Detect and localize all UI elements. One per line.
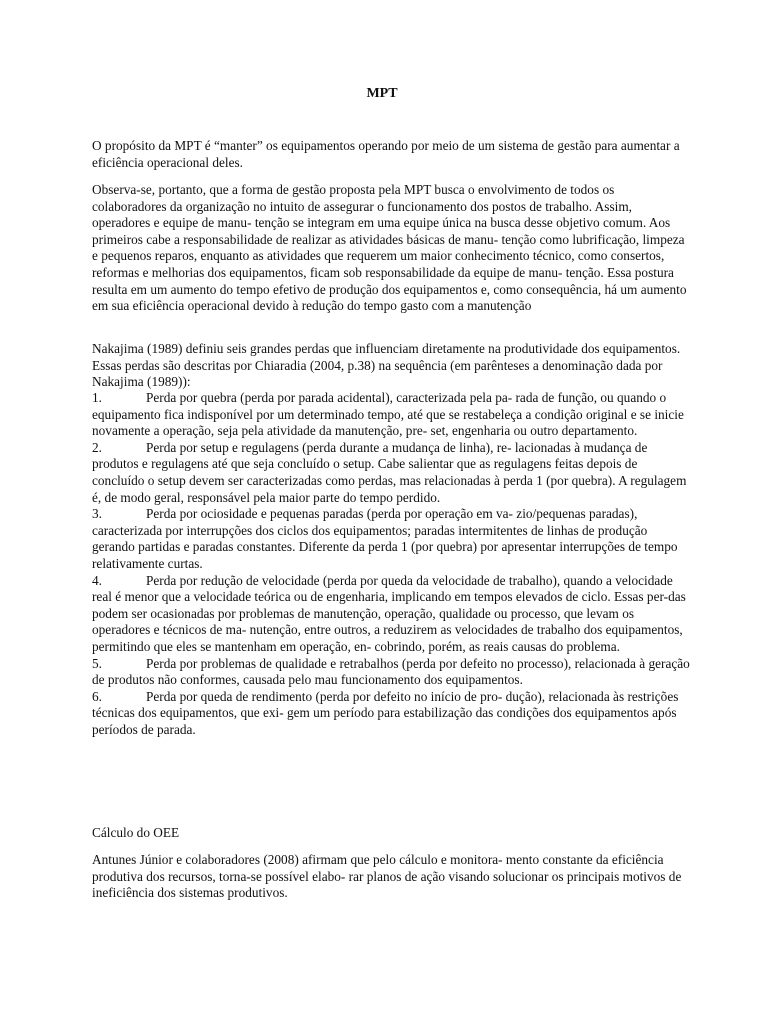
list-item-text: Perda por quebra (perda por parada acidental), caracterizada pela pa- rada de função, ou quando o equipamento fica indisponível por um determinado tempo, até que se restabeleça a condição original e se inicie novamente a operação, seja pela atividade da manutenção, pre- set, engenharia ou outro departamento. xyxy=(92,390,684,439)
paragraph-oee: Antunes Júnior e colaboradores (2008) afirmam que pelo cálculo e monitora- mento constante da eficiência produtiva dos recursos, torna-se possível elabo- rar planos de ação visando solucionar os principais motivos de ineficiência dos sistemas produtivos. xyxy=(92,852,682,901)
list-item xyxy=(92,656,692,689)
list-item-number: 4. xyxy=(92,572,102,588)
list-item-text: Perda por ociosidade e pequenas paradas (perda por operação em va- zio/pequenas paradas), caracterizada por interrupções dos ciclos dos equipamentos; paradas intermitentes de linhas de produção gerando partidas e paradas constantes. Diferente da perda 1 (por quebra) por apresentar interrupções de tempo relativamente curtas. xyxy=(92,506,678,571)
list-item xyxy=(92,440,692,506)
list-item xyxy=(92,506,692,572)
list-item xyxy=(92,573,692,656)
paragraph-management: Observa-se, portanto, que a forma de gestão proposta pela MPT busca o envolvimento de todos os colaboradores da organização no intuito de assegurar o funcionamento dos postos de trabalho. Assim, operadores e equipe de manu- tenção se integram em uma equipe única na busca desse objetivo comum. Aos primeiros cabe a responsabilidade de realizar as atividades básicas de manu- tenção como lubrificação, limpeza e pequenos reparos, enquanto as atividades que requerem um maior conhecimento técnico, como consertos, reformas e melhorias dos equipamentos, ficam sob responsabilidade da equipe de manu- tenção. Essa postura resulta em um aumento do tempo efetivo de produção dos equipamentos e, como consequência, há um aumento em sua eficiência operacional devido à redução do tempo gasto com a manutenção xyxy=(92,182,687,314)
list-item-number: 6. xyxy=(92,688,102,704)
list-item-text: Perda por problemas de qualidade e retrabalhos (perda por defeito no processo), relacionada à geração de produtos não conformes, causada pelo mau funcionamento dos equipamentos. xyxy=(92,655,690,688)
list-item-text: Perda por queda de rendimento (perda por defeito no início de pro- dução), relacionada às restrições técnicas dos equipamentos, que exi- gem um período para estabilização das condições dos equipamentos após períodos de parada. xyxy=(92,688,679,737)
list-item-number: 5. xyxy=(92,655,102,671)
list-item xyxy=(92,689,692,739)
section-heading: Cálculo do OEE xyxy=(92,825,180,840)
list-item-number: 3. xyxy=(92,506,102,522)
list-item-number: 2. xyxy=(92,439,102,455)
list-item xyxy=(92,390,692,440)
list-item-number: 1. xyxy=(92,390,102,405)
paragraph-nakajima: Nakajima (1989) definiu seis grandes perdas que influenciam diretamente na produtividade dos equipamentos. Essas perdas são descritas por Chiaradia (2004, p.38) na sequência (em parênteses a denominação dada por Nakajima (1989)): xyxy=(92,341,681,390)
list-item-text: Perda por setup e regulagens (perda durante a mudança de linha), re- lacionadas à mudança de produtos e regulagens até que seja concluído o setup. Cabe salientar que as regulagens feitas depois de concluído o setup devem ser caracterizadas como perdas, mas relacionadas à perda 1 (por quebra). A regulagem é, de modo geral, responsável pela maior parte do tempo perdido. xyxy=(92,439,687,505)
list-item-text: Perda por redução de velocidade (perda por queda da velocidade de trabalho), quando a velocidade real é menor que a velocidade teórica ou de engenharia, implicando em tempos elevados de ciclo. Essas per-das podem ser ocasionadas por problemas de manutenção, operação, qualidade ou processo, que levam os operadores e técnicos de ma- nutenção, entre outros, a reduzirem as velocidades de trabalho dos equipamentos, permitindo que eles se mantenham em operação, en- cobrindo, porém, as reais causas do problema. xyxy=(92,572,686,654)
document-title: MPT xyxy=(366,86,398,101)
losses-list xyxy=(92,390,692,738)
paragraph-intro: O propósito da MPT é “manter” os equipamentos operando por meio de um sistema de gestão para aumentar a eficiência operacional deles. xyxy=(92,138,680,170)
